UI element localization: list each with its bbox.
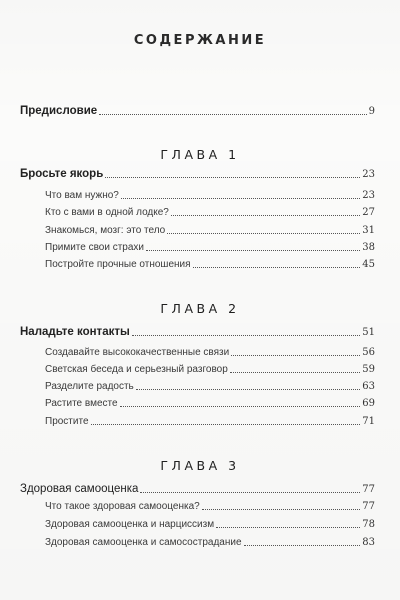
entry-label: Постройте прочные отношения [45,259,191,270]
entry-label: Что такое здоровая самооценка? [45,501,200,512]
toc-entry-section[interactable] [45,497,375,513]
toc-entry-section[interactable] [45,238,375,254]
toc-entry-section[interactable] [45,515,375,531]
dot-leader [132,335,360,336]
entry-page-number: 45 [362,259,375,270]
toc-entry-section[interactable] [45,412,375,428]
toc-entry-section[interactable] [45,203,375,219]
entry-label: Светская беседа и серьезный разговор [45,364,228,375]
dot-leader [202,509,361,510]
entry-page-number: 83 [362,537,375,548]
entry-label: Создавайте высококачественные связи [45,347,230,358]
toc-entry-chapter-title[interactable] [20,165,375,181]
toc-entry-chapter-title[interactable] [20,480,375,496]
dot-leader [99,114,366,115]
toc-entry-preface[interactable] [20,102,375,118]
entry-page-number: 38 [362,242,375,253]
entry-label: Примите свои страхи [45,242,145,253]
entry-label: Кто с вами в одной лодке? [45,207,169,218]
entry-label: Здоровая самооценка и самосострадание [45,537,242,548]
dot-leader [244,545,361,546]
dot-leader [193,267,361,268]
toc-entry-section[interactable] [45,394,375,410]
entry-label: Бросьте якорь [20,168,104,180]
entry-label: Знакомься, мозг: это тело [45,225,166,236]
dot-leader [140,492,360,493]
entry-page-number: 77 [362,484,375,495]
entry-page-number: 51 [362,327,375,338]
dot-leader [230,372,360,373]
chapter-heading: ГЛАВА 3 [160,458,240,473]
dot-leader [171,215,360,216]
toc-entry-section[interactable] [45,360,375,376]
entry-page-number: 23 [362,169,375,180]
entry-page-number: 27 [362,207,375,218]
dot-leader [91,424,361,425]
toc-entry-section[interactable] [45,343,375,359]
chapter-heading: ГЛАВА 2 [160,301,240,316]
dot-leader [120,406,361,407]
dot-leader [216,527,360,528]
entry-page-number: 78 [362,519,375,530]
entry-label: Здоровая самооценка и нарциссизм [45,519,215,530]
toc-title: СОДЕРЖАНИЕ [133,33,267,48]
toc-entry-chapter-title[interactable] [20,323,375,339]
entry-label: Простите [45,416,89,427]
entry-label: Растите вместе [45,398,118,409]
toc-entry-section[interactable] [45,221,375,237]
chapter-heading: ГЛАВА 1 [160,147,240,162]
entry-label: Наладьте контакты [20,326,130,338]
toc-entry-section[interactable] [45,255,375,271]
entry-label: Здоровая самооценка [20,483,139,495]
dot-leader [105,177,360,178]
entry-label: Разделите радость [45,381,134,392]
dot-leader [136,389,361,390]
entry-page-number: 71 [362,416,375,427]
entry-label: Предисловие [20,105,98,117]
toc-entry-section[interactable] [45,533,375,549]
entry-page-number: 77 [362,501,375,512]
entry-page-number: 31 [362,225,375,236]
toc-entry-section[interactable] [45,377,375,393]
dot-leader [167,233,360,234]
dot-leader [146,250,360,251]
entry-page-number: 56 [362,347,375,358]
entry-page-number: 59 [362,364,375,375]
entry-page-number: 69 [362,398,375,409]
dot-leader [231,355,360,356]
toc-entry-section[interactable] [45,186,375,202]
dot-leader [121,198,360,199]
entry-label: Что вам нужно? [45,190,119,201]
entry-page-number: 63 [362,381,375,392]
entry-page-number: 9 [368,106,375,117]
entry-page-number: 23 [362,190,375,201]
